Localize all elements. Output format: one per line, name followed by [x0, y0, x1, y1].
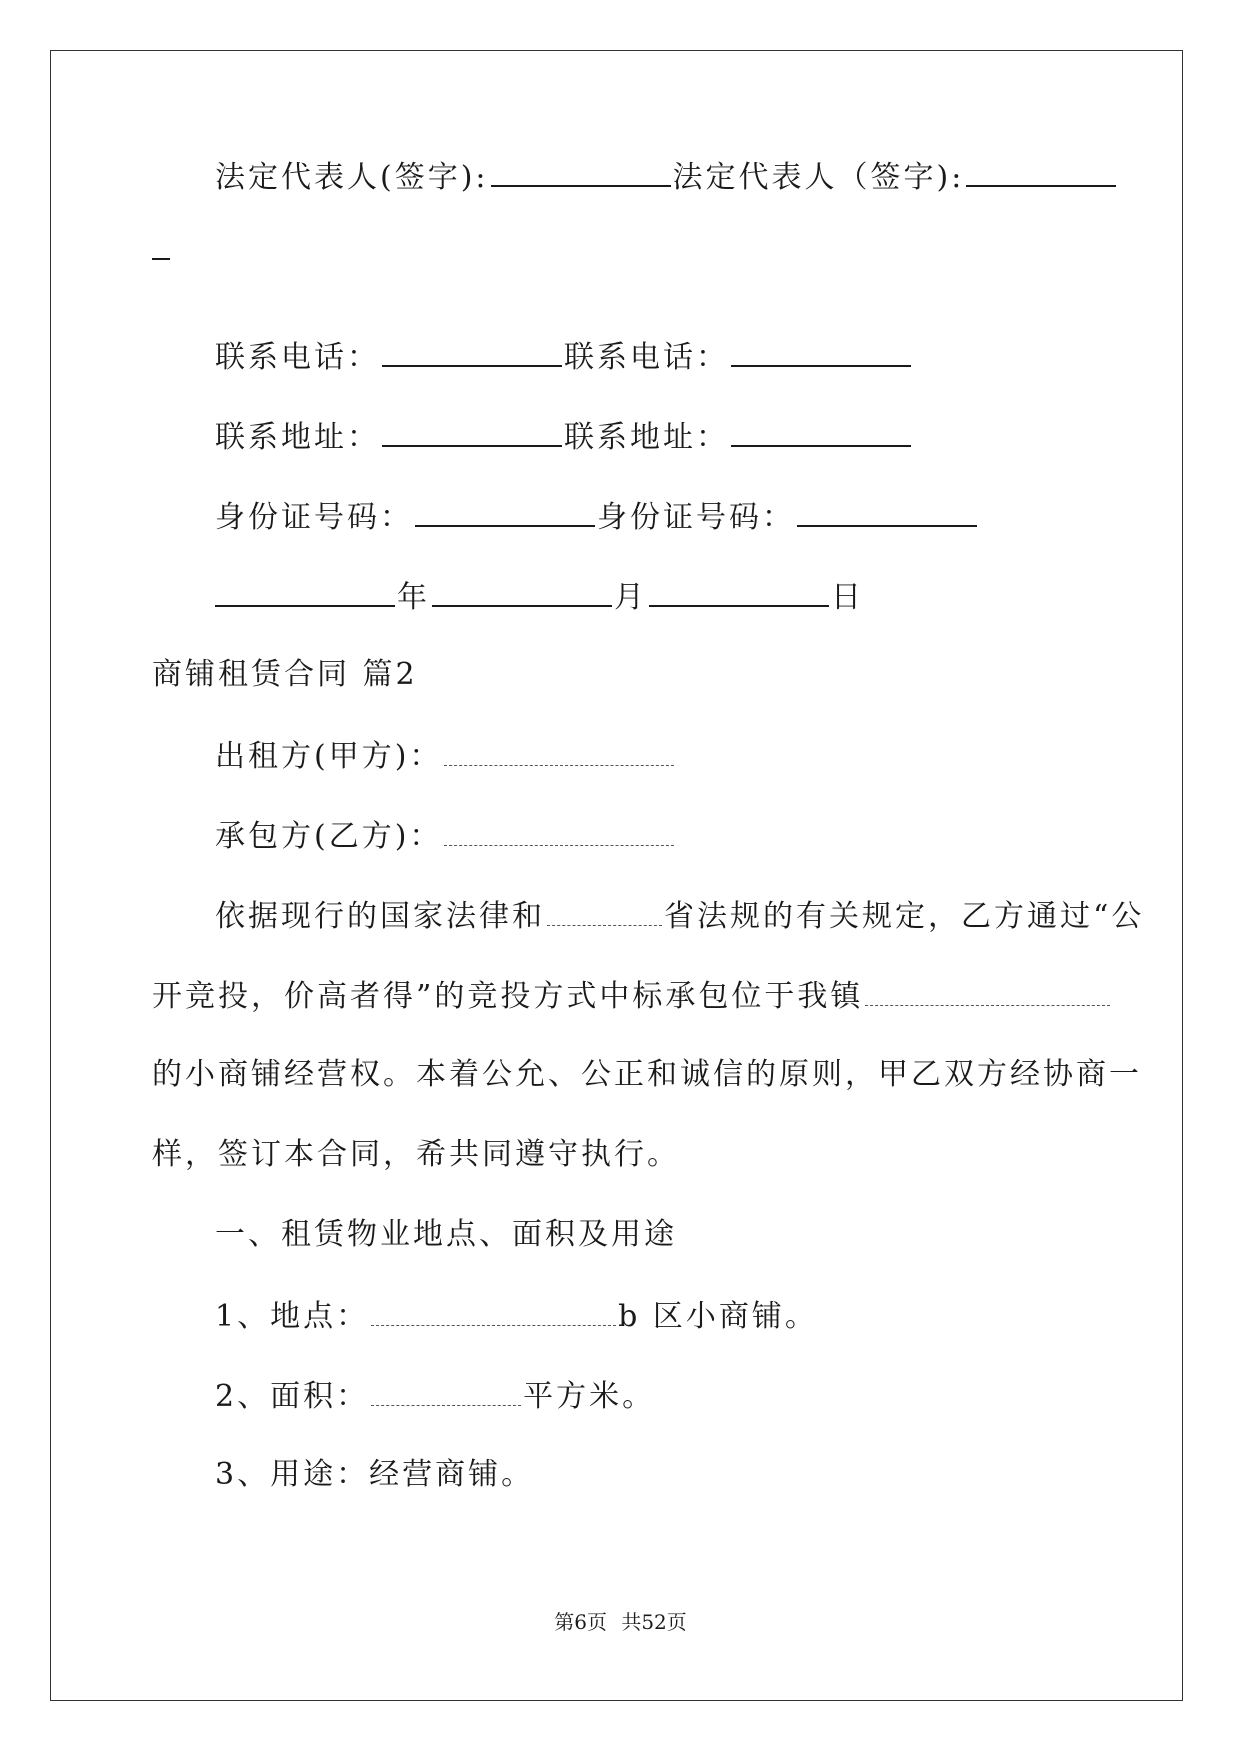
id-label-a: 身份证号码： — [215, 500, 413, 535]
id-blank-a — [415, 495, 595, 527]
total-pages-indicator: 共52页 — [621, 1610, 687, 1634]
month-label: 月 — [614, 580, 647, 615]
item-use: 3、用途：经营商铺。 — [215, 1457, 535, 1492]
paragraph-line-4: 样，签订本合同，希共同遵守执行。 — [152, 1137, 680, 1172]
phone-label-b: 联系电话： — [564, 340, 729, 375]
year-blank — [215, 575, 395, 607]
day-blank — [649, 575, 829, 607]
province-blank — [547, 895, 662, 926]
item-area-suffix: 平方米。 — [523, 1379, 656, 1414]
item-location-blank — [371, 1295, 616, 1326]
address-line — [215, 415, 913, 458]
para1-part1: 依据现行的国家法律和 — [215, 899, 545, 934]
address-blank-b — [731, 415, 911, 447]
item-area-blank — [371, 1375, 521, 1406]
address-label-b: 联系地址： — [564, 420, 729, 455]
legal-rep-blank-b — [966, 155, 1116, 187]
page-indicator: 第6页 — [554, 1610, 607, 1634]
id-blank-b — [797, 495, 977, 527]
lessee-label: 承包方(乙方)： — [215, 819, 443, 854]
legal-rep-blank-a — [491, 155, 671, 187]
town-location-blank — [865, 975, 1110, 1006]
id-label-b: 身份证号码： — [597, 500, 795, 535]
phone-blank-a — [382, 335, 562, 367]
section-title: 商铺租赁合同 篇2 — [152, 657, 418, 692]
legal-rep-blank-overflow — [152, 228, 170, 260]
paragraph-line-1 — [215, 895, 1144, 937]
paragraph-line-2 — [152, 975, 1112, 1017]
item-location-label: 1、地点： — [215, 1299, 370, 1334]
address-blank-a — [382, 415, 562, 447]
item-location-suffix: b 区小商铺。 — [618, 1299, 818, 1334]
month-blank — [432, 575, 612, 607]
date-line — [215, 575, 864, 618]
address-label-a: 联系地址： — [215, 420, 380, 455]
lessor-line — [215, 735, 676, 777]
item-area — [215, 1375, 655, 1417]
lessor-blank — [444, 735, 674, 766]
legal-rep-label-a: 法定代表人(签字): — [215, 160, 489, 195]
page-footer — [0, 1606, 1241, 1635]
paragraph-line-3: 的小商铺经营权。本着公允、公正和诚信的原则，甲乙双方经协商一 — [152, 1057, 1142, 1092]
lessee-blank — [444, 815, 674, 846]
item-location — [215, 1295, 818, 1337]
year-label: 年 — [397, 580, 430, 615]
phone-label-a: 联系电话： — [215, 340, 380, 375]
legal-rep-line — [215, 155, 1118, 198]
legal-rep-label-b: 法定代表人（签字): — [672, 160, 965, 195]
item-area-label: 2、面积： — [215, 1379, 370, 1414]
phone-line — [215, 335, 913, 378]
day-label: 日 — [831, 580, 864, 615]
para2-part1: 开竞投，价高者得”的竞投方式中标承包位于我镇 — [152, 979, 864, 1014]
id-number-line — [215, 495, 979, 538]
lessor-label: 出租方(甲方)： — [215, 739, 443, 774]
page-frame — [50, 50, 1183, 1701]
legal-rep-overflow-line — [152, 228, 170, 271]
phone-blank-b — [731, 335, 911, 367]
heading-location-area-use: 一、租赁物业地点、面积及用途 — [215, 1217, 677, 1252]
lessee-line — [215, 815, 676, 857]
para1-part2: 省法规的有关规定，乙方通过“公 — [664, 899, 1145, 934]
